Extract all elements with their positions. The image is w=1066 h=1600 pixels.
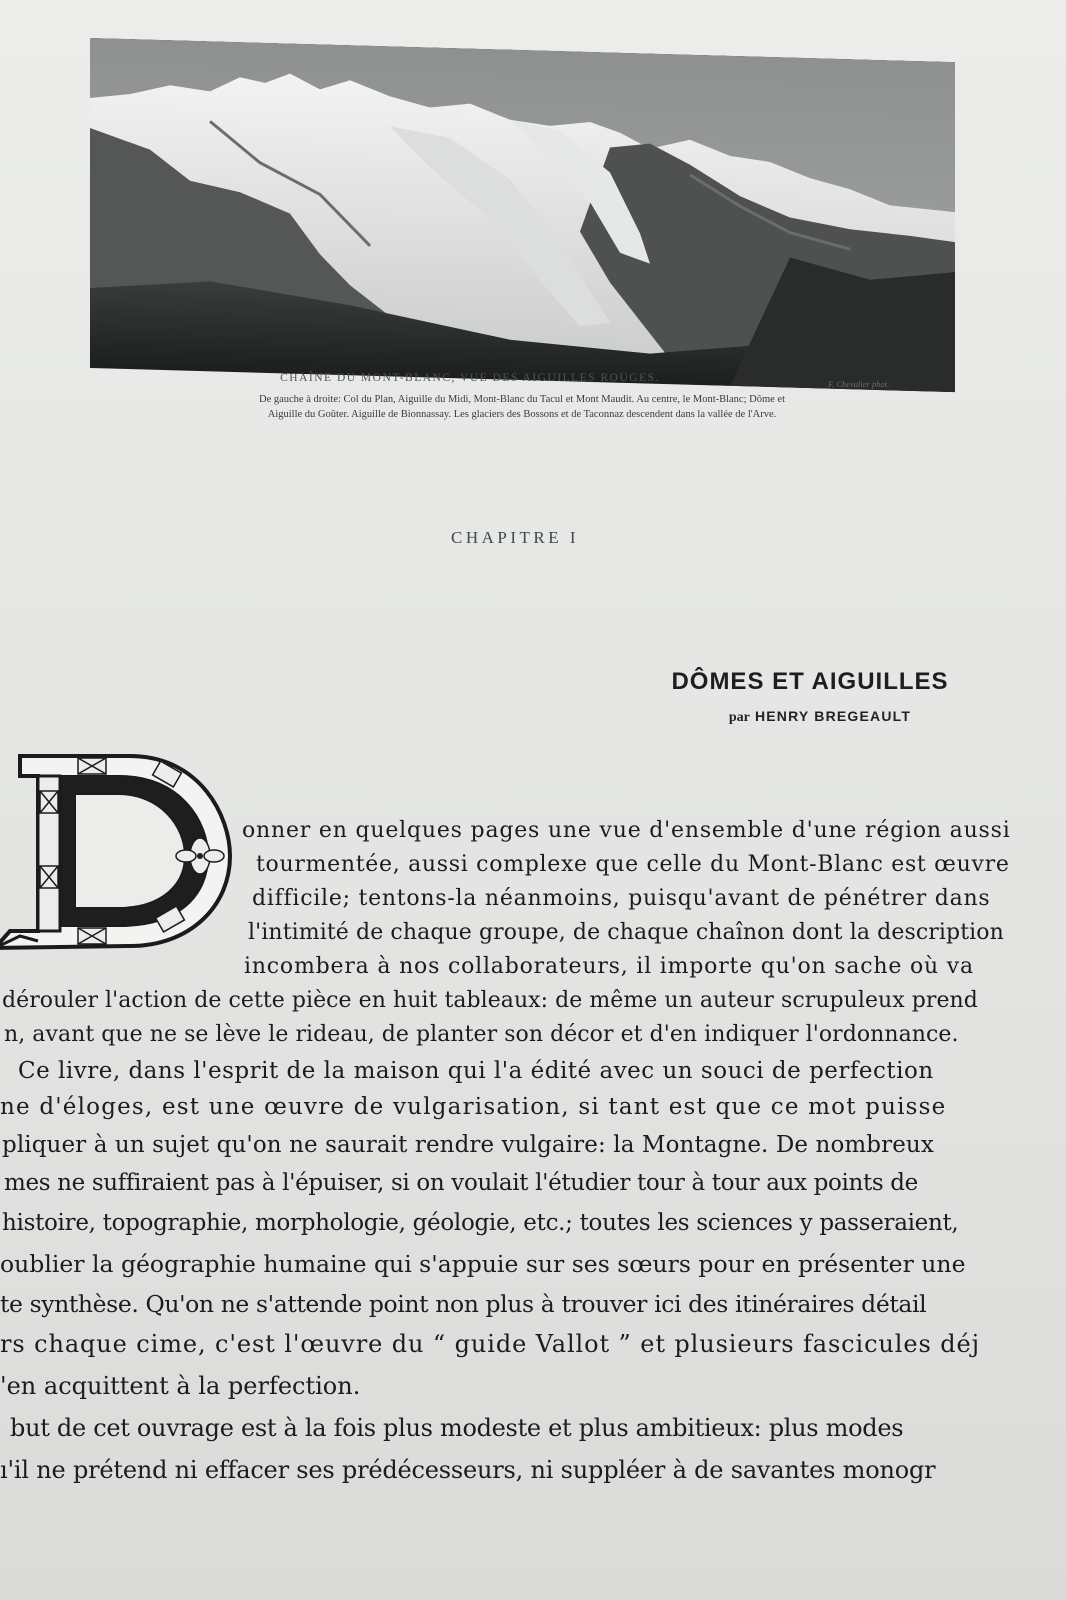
- body-text-line: but de cet ouvrage est à la fois plus modeste et plus ambitieux: plus modes: [10, 1414, 904, 1442]
- photo-credit: F. Chevalier phot.: [828, 379, 890, 389]
- body-text-line: oublier la géographie humaine qui s'appuie sur ses sœurs pour en présenter une: [0, 1250, 966, 1278]
- ornamental-d-icon: [0, 736, 240, 966]
- body-text-line: tourmentée, aussi complexe que celle du Mont-Blanc est œuvre: [256, 852, 1010, 877]
- photo-caption-title: CHAÎNE DU MONT-BLANC, VUE DES AIGUILLES ROUGES.: [280, 372, 660, 384]
- body-text-line: onner en quelques pages une vue d'ensemble d'une région aussi: [242, 818, 1011, 843]
- body-text-line: 'en acquittent à la perfection.: [0, 1372, 361, 1400]
- author-byline: [640, 708, 1000, 726]
- mountain-photo-image: [90, 38, 955, 392]
- chapter-heading: CHAPITRE I: [450, 528, 580, 547]
- mountain-photo: [90, 38, 955, 392]
- body-text-line: incombera à nos collaborateurs, il importe qu'on sache où va: [244, 954, 974, 979]
- ornamental-dropcap: [0, 736, 240, 966]
- body-text-line: ne d'éloges, est une œuvre de vulgarisation, si tant est que ce mot puisse: [0, 1094, 947, 1120]
- body-text-line: rs chaque cime, c'est l'œuvre du “ guide Vallot ” et plusieurs fascicules déj: [0, 1330, 980, 1358]
- body-text-line: dérouler l'action de cette pièce en huit tableaux: de même un auteur scrupuleux prend: [2, 988, 978, 1013]
- body-text-line: te synthèse. Qu'on ne s'attende point non plus à trouver ici des itinéraires détail: [0, 1290, 927, 1318]
- body-text-line: l'intimité de chaque groupe, de chaque chaînon dont la description: [248, 920, 1004, 945]
- body-text-line: Ce livre, dans l'esprit de la maison qui l'a édité avec un souci de perfection: [18, 1058, 934, 1084]
- body-text-line: pliquer à un sujet qu'on ne saurait rendre vulgaire: la Montagne. De nombreux: [2, 1132, 934, 1158]
- body-text-line: ı'il ne prétend ni effacer ses prédécesseurs, ni suppléer à de savantes monogr: [0, 1456, 936, 1484]
- body-text-line: difficile; tentons-la néanmoins, puisqu'avant de pénétrer dans: [252, 886, 991, 911]
- photo-caption-line: De gauche à droite: Col du Plan, Aiguille du Midi, Mont-Blanc du Tacul et Mont Maudit. Au centre, le Mont-Blanc; Dôme et: [258, 394, 785, 405]
- body-text-line: histoire, topographie, morphologie, géologie, etc.; toutes les sciences y passeraient,: [2, 1210, 959, 1236]
- article-title: DÔMES ET AIGUILLES: [671, 668, 949, 695]
- author-prefix: par: [728, 710, 750, 725]
- photo-caption-line: Aiguille du Goûter. Aiguille de Bionnassay. Les glaciers des Bossons et de Taconnaz descendent dans la vallée de l'Arve.: [267, 409, 777, 420]
- author-name: HENRY BREGEAULT: [754, 708, 912, 724]
- body-text-line: n, avant que ne se lève le rideau, de planter son décor et d'en indiquer l'ordonnance.: [4, 1022, 959, 1047]
- photo-caption-description: [72, 392, 972, 422]
- body-text-line: mes ne suffiraient pas à l'épuiser, si on voulait l'étudier tour à tour aux points de: [4, 1170, 918, 1196]
